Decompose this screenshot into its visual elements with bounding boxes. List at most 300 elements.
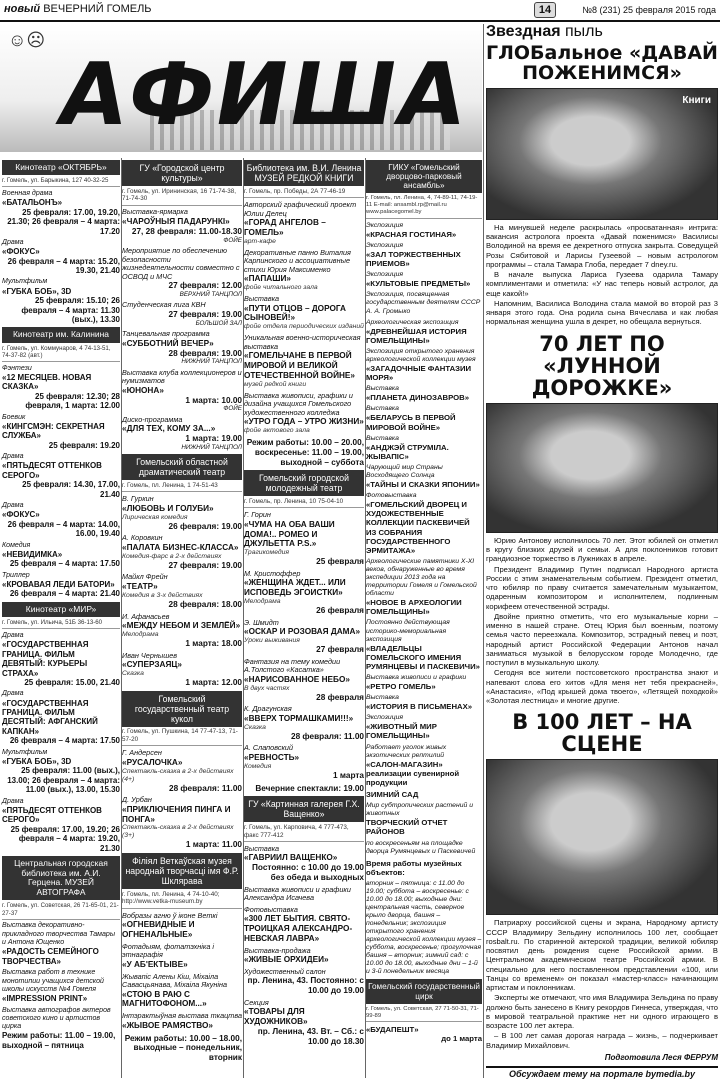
event-item (244, 744, 364, 780)
afisha-title: АФИША (51, 45, 476, 145)
event-item (2, 542, 120, 569)
event-title: «ГУБКА БОБ», 3D (2, 757, 72, 766)
venue-address: г. Гомель, пр. Ленина, 10 75-04-10 (244, 498, 364, 508)
event-item (244, 511, 364, 567)
event-dates: 25 февраля – 4 марта: 17.50 (9, 559, 120, 569)
event-title: «ПРИКЛЮЧЕНИЯ ПИНГА И ПОНГА» (122, 804, 231, 824)
event-item (122, 613, 242, 649)
event-genre: Экспозиция (366, 271, 404, 279)
event-genre: Выставка (244, 843, 280, 853)
event-genre: Майкл Фрейн (122, 572, 168, 582)
venue-title: Кинотеатр «МИР» (2, 602, 120, 617)
event-genre: Триллер (2, 571, 30, 579)
event-genre: Археологическая экспозиция (366, 318, 459, 326)
article-2-photo (486, 403, 718, 533)
event-title: «ГОСУДАРСТВЕННАЯ ГРАНИЦА. ФИЛЬМ ДЕСЯТЫЙ: АФГАНСКИЙ КАПКАН» (2, 698, 98, 736)
article-paragraph: Сегодня все жители постсоветского пространства знают и напевают слова его хитов «Для меня нет тебя прекрасней», «Анастасия», «Под крышей дома твоего», «Летящей походкой» «Золотая лестница» и многие другие. (486, 668, 718, 706)
venue-title: ГИКУ «Гомельский дворцово-парковый ансамбль» (366, 160, 482, 194)
event-title: «СУПЕРЗАЯЦ» (122, 660, 182, 670)
event-item (122, 912, 242, 940)
event-title: «РЕВНОСТЬ» (244, 753, 300, 763)
event-title: «СУББОТНИЙ ВЕЧЕР» (122, 338, 214, 348)
event-note: Спектакль-сказка в 2-х действиях (4+) (122, 767, 234, 783)
event-genre: Чарующий мир Страны Восходящего Солнца (366, 463, 443, 479)
event-genre: Фантазия на тему комедии А.Толстого «Касатка» (244, 656, 341, 675)
event-item (366, 859, 482, 877)
listing-column-2 (122, 158, 242, 1066)
article-paragraph: Патриарху российской сцены и экрана, Народному артисту СССР Владимиру Зельдину исполнилось 100 лет, сообщает rosbalt.ru. По старинной актерской традиции, великой юбиляр посвятил день рождения сцене Российской армии. В Центральном академическом театре Российской армии. В специально для него поставленном представлении «100, или Танцы со временем» он показал «мастер-класс» начинающим артистам и поклонникам. (486, 918, 718, 993)
article-1-photo (486, 88, 718, 220)
venue-address: г. Гомель, ул. Советская, 26 71-65-01, 21-27-37 (2, 902, 120, 919)
event-dates: 27 февраля: 12.00 (168, 281, 242, 291)
event-item (366, 435, 482, 461)
event-item (244, 334, 364, 388)
event-item (244, 438, 364, 467)
event-dates: 28 февраля: 18.00 (168, 599, 242, 609)
event-place: НИЖНИЙ ТАНЦПОЛ (181, 443, 242, 451)
rubric-bold: Звездная (486, 23, 561, 40)
event-item (122, 369, 242, 413)
event-title: «ТОВАРЫ ДЛЯ ХУДОЖНИКОВ» (244, 1007, 308, 1027)
venue-title: ГУ «Городской центр культуры» (122, 160, 242, 186)
event-dates: 28 февраля: 11.00 (168, 783, 242, 793)
event-genre: Фотовыставка (366, 492, 417, 500)
event-item (366, 291, 482, 315)
event-title: «БАТАЛЬОНЪ» (2, 198, 63, 208)
event-item (366, 558, 482, 616)
event-genre: Выставка-продажа (244, 945, 311, 955)
event-genre: Выставка (366, 385, 399, 393)
event-item (366, 242, 482, 268)
event-item (366, 674, 482, 691)
event-item (244, 999, 364, 1047)
event-title: «ОГНЕВИДНЫЕ И ОГНЕНАЛЬНЫЕ» (122, 920, 195, 939)
event-item (366, 880, 482, 977)
event-genre: Г. Андерсен (122, 748, 162, 758)
rubric-rest: пыль (560, 23, 603, 40)
event-genre: Военная драма (2, 189, 53, 197)
event-title: «ГОРАД АНГЕЛОВ – ГОМЕЛЬ» (244, 218, 326, 237)
event-item (366, 271, 482, 288)
event-title: «ВВЕРХ ТОРМАШКАМИ!!!» (244, 713, 354, 723)
event-title: «ЖИВЫЕ ОРХИДЕИ» (244, 955, 329, 965)
event-dates: 28 февраля: 19.00 (168, 348, 242, 358)
event-title: «КРАСНАЯ ГОСТИНАЯ» (366, 229, 457, 239)
event-title: «ЗАЛ ТОРЖЕСТВЕННЫХ ПРИЕМОВ» (366, 249, 461, 269)
venue-address: г. Гомель, ул. Барыкина, 127 40-32-25 (2, 177, 120, 187)
event-genre: Драма (2, 690, 24, 698)
event-genre: Диско-программа (122, 414, 183, 424)
brand-prefix: новый (4, 3, 41, 15)
event-genre: Драма (2, 453, 24, 461)
event-item (244, 249, 364, 292)
event-genre: Выставка (366, 694, 399, 702)
event-genre: Танцевальная программа (122, 329, 210, 339)
event-dates: 1 марта: 19.00 (185, 434, 242, 444)
venue-title: Гомельский городской молодежный театр (244, 470, 364, 496)
event-item (122, 943, 242, 970)
event-item (366, 464, 482, 489)
venue-address: г. Гомель, пл. Ленина, 4 74-10-40; http://www.vetka-museum.by (122, 891, 242, 909)
venue-title: Кинотеатр «ОКТЯБРЬ» (2, 160, 120, 175)
event-item (2, 690, 120, 745)
event-item (366, 319, 482, 345)
listing-column-4 (366, 158, 482, 1046)
event-genre: Фэнтези (2, 364, 32, 372)
event-dates: 1 марта: 12.00 (185, 677, 242, 687)
event-genre: Экспозиция (366, 221, 404, 229)
event-item (366, 840, 482, 856)
event-item (244, 784, 364, 794)
event-title: «РУСАЛОЧКА» (122, 757, 183, 767)
article-paragraph: Президент Владимир Путин подписал Народного артиста России с этим знаменательным событием. Президент отметил, что юбиляр по праву считается замечательным музыкантом, одаренным композитором и исполнителем, подлинным корифеем отечественной эстрады. (486, 564, 718, 611)
listing-column-1 (2, 158, 120, 1053)
event-genre: Мультфильм (2, 748, 48, 756)
event-title: «САЛОН-МАГАЗИН» реализации сувенирной продукции (366, 759, 460, 787)
event-dates: 25 февраля: 19.20 (48, 440, 120, 450)
event-item (2, 749, 120, 795)
venue-title: Библиотека им. В.И. Ленина МУЗЕЙ РЕДКОЙ КНИГИ (244, 160, 364, 186)
event-title: «РАДОСТЬ СЕМЕЙНОГО ТВОРЧЕСТВА» (2, 947, 99, 966)
article-paragraph: Двойне приятно отметить, что его музыкальные корни – именно в нашей стране. Отец Юрия был военным, поэтому семья часто переезжала. Композитор, эстрадный певец и поэт, народный артист Российской Федерации Антонов начал заниматься музыкой в белорусском городе Молодечно, где поступил в музыкальную школу. (486, 611, 718, 668)
event-dates: пр. Ленина, 43. Вт. – Сб.: с 10.00 до 18.30 (257, 1026, 364, 1046)
brand-name: ВЕЧЕРНИЙ ГОМЕЛЬ (43, 3, 152, 15)
event-item (122, 330, 242, 365)
event-title: «ПЯТЬДЕСЯТ ОТТЕНКОВ СЕРОГО» (2, 461, 102, 480)
event-genre: Комедия (2, 541, 31, 549)
event-genre: Студенческая лига КВН (122, 300, 206, 310)
event-note: фойе актового зала (244, 427, 310, 435)
event-item (366, 1025, 482, 1043)
event-genre: А. Коровкин (122, 533, 163, 543)
event-title: «НАРИСОВАННОЕ НЕБО» (244, 674, 350, 684)
event-title: «ЛЮБОВЬ И ГОЛУБИ» (122, 503, 214, 513)
article-paragraph: Эксперты же отмечают, что имя Владимира Зельдина по праву должно быть занесено в Книгу рекордов Гиннеса, утверждая, что в мировой театральной практике нет ни одного играющего в возрасте 100 лет актера. (486, 993, 718, 1031)
event-item (366, 619, 482, 671)
event-genre: Драма (2, 632, 24, 639)
article-paragraph: На минувшей неделе раскрылась «просватанная» интрига: вакансия астролога проекта «Давай поженимся» Василисы Володиной на время ее декретного отпуска закрыта. Соведущей Розы Сябитовой и Ларисы Гузеевой – новым астрологом программы – стала Тамара Глоба, передает 7 dney.ru. (486, 222, 718, 269)
event-dates: Режим работы: 10.00 – 20.00, воскресенье: 11.00 – 19.00, выходной – суббота (246, 438, 364, 467)
event-genre: М. Кристоффер (244, 568, 301, 578)
event-title: «УТРО ГОДА – УТРО ЖИЗНИ» (244, 417, 364, 427)
event-item (244, 570, 364, 616)
event-item (366, 222, 482, 239)
event-title: «ГОМЕЛЬСКИЙ ДВОРЕЦ И ХУДОЖЕСТВЕННЫЕ КОЛЛЕКЦИИ ПАСКЕВИЧЕЙ ИЗ СОБРАНИЯ ГОСУДАРСТВЕННОГО ЭРМИТАЖА» (366, 500, 470, 555)
event-dates: 1 марта (333, 770, 364, 780)
event-title: «ТЕАТР» (122, 582, 158, 592)
event-genre: по воскресеньям на площадке дворца Румянцевых и Паскевичей (366, 839, 476, 855)
event-dates: 25 февраля: 15.00, 21.40 (24, 677, 120, 687)
event-title: «ОСКАР И РОЗОВАЯ ДАМА» (244, 627, 361, 637)
event-title: «СТОЮ В РАЮ С МАГНИТОФОНОМ...» (122, 989, 207, 1009)
event-place: НИЖНИЙ ТАНЦПОЛ (181, 358, 242, 366)
event-title: «300 ЛЕТ БЫТИЯ. СВЯТО-ТРОИЦКАЯ АЛЕКСАНДРО-НЕВСКАЯ ЛАВРА» (244, 914, 353, 943)
event-note: Мелодрама (244, 597, 281, 605)
event-place: ФОЙЕ (223, 236, 242, 244)
event-item (122, 416, 242, 451)
event-genre: Выставка (366, 405, 399, 413)
event-genre: Выставка работ в технике монотипии учащихся детской школы искусств №4 Гомеля (2, 969, 104, 993)
event-genre: Иван Чернышев (122, 650, 178, 660)
event-item (122, 973, 242, 1010)
event-genre: Э. Шмидт (244, 617, 279, 627)
event-title: «ЧАРОЎНЫЯ ПАДАРУНКІ» (122, 217, 230, 227)
event-item (366, 790, 482, 799)
venue-address: г. Гомель, пл. Ленина, 1 74-51-43 (122, 482, 242, 492)
event-genre: Драма (2, 502, 24, 510)
event-item (122, 652, 242, 688)
event-genre: Постоянно действующая историко-мемориальная экспозиция (366, 619, 450, 643)
event-item (244, 968, 364, 996)
news-column (486, 24, 718, 1062)
event-item (2, 922, 120, 966)
event-title: «ПЯТЬДЕСЯТ ОТТЕНКОВ СЕРОГО» (2, 805, 102, 825)
event-item (366, 385, 482, 402)
event-genre: Экспозиция (366, 714, 404, 722)
event-genre: Экспозиция открытого хранения археологической коллекции музея (366, 347, 476, 363)
event-item (366, 348, 482, 382)
event-genre: Уникальная военно-историческая выставка (244, 333, 361, 351)
article-3-body (486, 918, 718, 1050)
event-genre: Художественный салон (244, 966, 326, 976)
event-dates: пр. Ленина, 43. Постоянно: с 10.00 до 19.00 (247, 976, 364, 996)
event-item (122, 247, 242, 298)
event-dates: 1 марта: 11.00 (185, 840, 242, 850)
event-title: «ГАВРИИЛ ВАЩЕНКО» (244, 853, 338, 863)
venue-title: Центральная городская библиотека им. А.И. Герцена. МУЗЕЙ АВТОГРАФА (2, 856, 120, 901)
event-genre: Жывапіс Алены Кіш, Міхаіла Савасцьянава, Міхаіла Якуніна (122, 971, 227, 990)
event-genre: Г. Горин (244, 510, 271, 520)
rubric-title (486, 24, 718, 40)
event-title: «ПЛАНЕТА ДИНОЗАВРОВ» (366, 393, 470, 403)
event-title: «ЧУМА НА ОБА ВАШИ ДОМА!.. РОМЕО И ДЖУЛЬЕТТА P.S.» (244, 519, 335, 549)
event-item (2, 1007, 120, 1051)
venue-title: Гомельский государственный театр кукол (122, 691, 242, 727)
event-genre: Выставка декоративно-прикладного творчества Тамары и Антона Ющенко (2, 922, 116, 947)
event-dates: 27 февраля: 19.00 (168, 310, 242, 320)
event-genre: А. Слаповский (244, 743, 294, 753)
event-note: музей редкой книги (244, 380, 307, 388)
venue-address: г. Гомель, пл. Ленина, 4, 74-89-11, 74-19-11 E-mail: ansambl.rp@mail.ru www.palacegomel.by (366, 195, 482, 219)
event-note: Мелодрама (122, 630, 159, 638)
event-title: «РЕТРО ГОМЕЛЬ» (366, 682, 436, 692)
event-note: Сказка (244, 723, 266, 731)
article-paragraph: В начале выпуска Лариса Гузеева одарила Тамару комплиментами и отметила: «У нас теперь новый астролог, да еще какой!» (486, 270, 718, 298)
event-item (2, 190, 120, 236)
event-item (366, 714, 482, 740)
event-genre: Секция (244, 997, 269, 1007)
venue-address: г. Гомель, ул. Советская, 27 71-50-31, 71-99-89 (366, 1006, 482, 1023)
event-item (366, 744, 482, 787)
article-paragraph: – В 100 лет самая дорогая награда – жизнь, – подчеркивает Владимир Михайлович. (486, 1031, 718, 1050)
event-note: арт-кафе (244, 237, 276, 245)
event-title: «ЮНОНА» (122, 385, 164, 395)
event-genre: Экспозиция (366, 241, 404, 249)
event-title: ТВОРЧЕСКИЙ ОТЧЕТ РАЙОНОВ (366, 818, 448, 837)
event-title: Режим работы: 11.00 – 19.00, выходной – пятница (2, 1031, 116, 1050)
event-title: «ГОСУДАРСТВЕННАЯ ГРАНИЦА. ФИЛЬМ ДЕВЯТЫЙ: КУРЬЕРЫ СТРАХА» (2, 640, 89, 678)
event-title: «ПУТИ ОТЦОВ – ДОРОГА СЫНОВЕЙ!» (244, 303, 346, 323)
event-genre: Выставка живописи и графики (366, 673, 467, 681)
event-dates: 26 февраля – 4 марта: 21.40 (9, 589, 120, 599)
event-title: «КУЛЬТОВЫЕ ПРЕДМЕТЫ» (366, 279, 471, 289)
event-item (2, 502, 120, 539)
event-item (2, 798, 120, 853)
event-title: «ЗАГАДОЧНЫЕ ФАНТАЗИИ МОРЯ» (366, 363, 472, 383)
event-item (244, 658, 364, 703)
article-2-body (486, 536, 718, 706)
event-dates: 25 февраля: 17.00, 19.20; 26 февраля – 4 марта: 19.20, 21.30 (10, 824, 120, 853)
event-dates: 26 февраля (316, 605, 364, 615)
venue-title: ГУ «Картинная галерея Г.Х. Ващенко» (244, 796, 364, 822)
venue-address: г. Гомель, ул. Ирининская, 16 71-74-38, 71-74-30 (122, 188, 242, 206)
event-dates: 1 марта: 18.00 (185, 638, 242, 648)
event-title: «ЖЕНЩИНА ЖДЕТ... ИЛИ ИСПОВЕДЬ ЭГОИСТКИ» (244, 578, 346, 598)
event-genre: Д. Урбан (122, 795, 152, 805)
event-dates: 26 февраля – 4 марта: 14.00, 16.00, 19.40 (7, 519, 120, 539)
event-note: Спектакль-сказка в 2-х действиях (3+) (122, 824, 234, 840)
venue-address: г. Гомель, пр. Победы, 2А 77-46-19 (244, 188, 364, 198)
event-genre: Выставка (244, 294, 280, 304)
event-item (366, 492, 482, 555)
venue-address: г. Гомель, ул. Коммунаров, 4 74-13-51, 74-37-82 (авт.) (2, 345, 120, 362)
venue-title: Гомельский государственный цирк (366, 979, 482, 1003)
event-genre: В. Гуркин (122, 494, 154, 504)
event-item (366, 802, 482, 836)
event-title: «БУДАПЕШТ» (366, 1025, 419, 1035)
article-signature: Подготовила Леся ФЕРРУМ (604, 1052, 718, 1062)
event-item (2, 969, 120, 1003)
event-dates: 27 февраля (316, 645, 364, 655)
event-item (2, 632, 120, 687)
event-title: «ТАЙНЫ И СКАЗКИ ЯПОНИИ» (366, 480, 480, 490)
event-item (244, 906, 364, 944)
event-dates: 26 февраля – 4 марта: 17.50 (9, 736, 120, 746)
event-note: Комедия в 3-х действиях (122, 591, 203, 599)
event-dates: 27 февраля: 19.00 (168, 560, 242, 570)
event-item (122, 208, 242, 243)
column-divider (483, 24, 484, 1078)
event-dates: 28 февраля: 11.00 (290, 731, 364, 741)
event-item (122, 573, 242, 609)
event-genre: Выставка автографов актеров советского кино и артистов цирка (2, 1006, 111, 1031)
event-title: «КИНГСМЭН: СЕКРЕТНАЯ СЛУЖБА» (2, 421, 105, 441)
event-item (2, 453, 120, 499)
event-title: «ПАПАШИ» (244, 274, 291, 284)
venue-address: г. Гомель, ул. Ильича, 51Б 36-13-60 (2, 619, 120, 629)
listing-column-3 (244, 158, 364, 1049)
photo-caption-label: Книги (682, 94, 711, 106)
event-item (122, 1034, 242, 1063)
event-title: «ДЛЯ ТЕХ, КОМУ ЗА...» (122, 424, 216, 434)
event-note: фойе читального зала (244, 284, 318, 292)
event-note: Уроки выживания (244, 637, 300, 645)
event-title: «ЖИВОТНЫЙ МИР ГОМЕЛЬЩИНЫ» (366, 722, 437, 741)
event-item (366, 694, 482, 711)
event-item (122, 534, 242, 570)
event-dates: до 1 марта (441, 1034, 482, 1044)
event-genre: Драма (2, 797, 24, 805)
event-genre: Работает уголок живых экзотических рептилий (366, 743, 447, 759)
event-title: «ВЛАДЕЛЬЦЫ ГОМЕЛЬСКОГО ИМЕНИЯ РУМЯНЦЕВЫ И ПАСКЕВИЧИ» (366, 643, 480, 671)
event-title: «БЕЛАРУСЬ В ПЕРВОЙ МИРОВОЙ ВОЙНЕ» (366, 413, 456, 432)
event-dates: 26 февраля – 4 марта: 15.20, 19.30, 21.40 (7, 256, 120, 276)
event-dates: 27, 28 февраля: 11.00-18.30 (131, 226, 242, 236)
event-genre: Авторский графический проект Юлии Делец (244, 200, 357, 218)
event-dates: 25 февраля: 12.30; 28 февраля, 1 марта: 12.00 (25, 391, 120, 411)
venue-title: Філіял Веткаўская музея народнай творчасці імя Ф.Р. Шклярава (122, 853, 242, 889)
event-item (244, 295, 364, 331)
event-dates: Режим работы: 10.00 – 18.00, выходные – понедельник, вторник (124, 1033, 242, 1062)
event-item (244, 845, 364, 883)
event-genre: Экспозиция, посвященная государственным деятелям СССР А. А. Громыко (366, 291, 481, 315)
event-title: «ЖЫВОЕ РАМЯСТВО» (122, 1020, 213, 1030)
event-genre: Археологические памятники X-XI веков, обнаруженные во время экспедиции 2013 года на территории Гомеля и Гомельской области (366, 557, 477, 598)
event-title: Время работы музейных объектов: (366, 858, 462, 877)
event-genre: Боевик (2, 413, 26, 421)
event-genre: Выставка клуба коллекционеров и нумизматов (122, 367, 242, 386)
event-title: «IMPRESSION PRINT» (2, 994, 88, 1004)
event-title: «ГОМЕЛЬЧАНЕ В ПЕРВОЙ МИРОВОЙ И ВЕЛИКОЙ ОТЕЧЕСТВЕННОЙ ВОЙНЕ» (244, 351, 356, 380)
event-dates: 25 февраля: 17.00, 19.20, 21.30; 26 февраля – 4 марта: 17.20 (7, 207, 120, 236)
event-title: «12 МЕСЯЦЕВ. НОВАЯ СКАЗКА» (2, 373, 92, 392)
afisha-masthead (0, 24, 482, 152)
event-title: «ПАЛАТА БИЗНЕС-КЛАССА» (122, 542, 239, 552)
event-genre: Выставка (366, 434, 399, 442)
event-genre: Фотовыставка (244, 904, 298, 914)
article-1-body (486, 223, 718, 327)
event-item (244, 947, 364, 965)
event-title: «ФОКУС» (2, 247, 40, 257)
event-note: Лирическая комедия (122, 513, 188, 521)
newspaper-brand (4, 3, 152, 15)
event-item (2, 414, 120, 451)
event-item (244, 705, 364, 741)
event-genre: Выставка живописи и графики Александра Исачева (244, 884, 351, 903)
event-title: «ИСТОРИЯ В ПИСЬМЕНАХ» (366, 702, 473, 712)
event-item (2, 572, 120, 599)
theatre-masks-icon: ☺☹ (8, 30, 46, 50)
event-item (2, 278, 120, 324)
page-number: 14 (534, 2, 556, 18)
article-paragraph: Напомним, Василиса Володина стала мамой во второй раз 3 января этого года. Она родила сына Вячеслава и как любая нормальная женщина ушла в декрет, но обещала вернуться. (486, 298, 718, 327)
event-dates: 28 февраля (316, 692, 364, 702)
event-title: «ДРЕВНЕЙШАЯ ИСТОРИЯ ГОМЕЛЬЩИНЫ» (366, 326, 467, 345)
event-item (2, 365, 120, 411)
event-place: ВЕРХНИЙ ТАНЦПОЛ (179, 291, 242, 298)
article-paragraph: Юрию Антонову исполнилось 70 лет. Этот юбилей он отметил в кругу близких друзей и семьи. А для поклонников готовит грандиозное торжество в Лужниках в апреле. (486, 535, 718, 564)
event-note: Сказка (122, 669, 144, 677)
event-title: ЗИМНИЙ САД (366, 790, 419, 800)
venue-title: Кинотеатр им. Калинина (2, 327, 120, 342)
event-genre: Мультфильм (2, 278, 48, 286)
event-genre: Вобразы агню ў іконе Веткі (122, 910, 218, 920)
event-genre: Выставка живописи, графики и дизайна учащихся Гомельского художественного колледжа (244, 390, 353, 417)
page-header (0, 0, 720, 22)
event-item (122, 495, 242, 531)
event-place: ФОЙЕ (223, 405, 242, 413)
event-item (122, 301, 242, 327)
venue-address: г. Гомель, ул. Пушкина, 14 77-47-13, 71-57-20 (122, 728, 242, 746)
article-3-headline: В 100 ЛЕТ – НА СЦЕНЕ (512, 710, 692, 757)
issue-date: №8 (231) 25 февраля 2015 года (582, 5, 716, 15)
portal-link[interactable]: Обсуждаем тему на портале bymedia.by (486, 1066, 718, 1079)
event-place: БОЛЬШОЙ ЗАЛ (195, 319, 242, 327)
event-note: В двух частях (244, 684, 290, 692)
event-dates: 25 февраля: 15.10; 26 февраля – 4 марта: 11.30 (вых.), 13.30 (21, 296, 120, 324)
event-title: «У АБ'ЕКТЫВЕ» (122, 959, 188, 969)
venue-title: Гомельский областной драматический театр (122, 454, 242, 480)
